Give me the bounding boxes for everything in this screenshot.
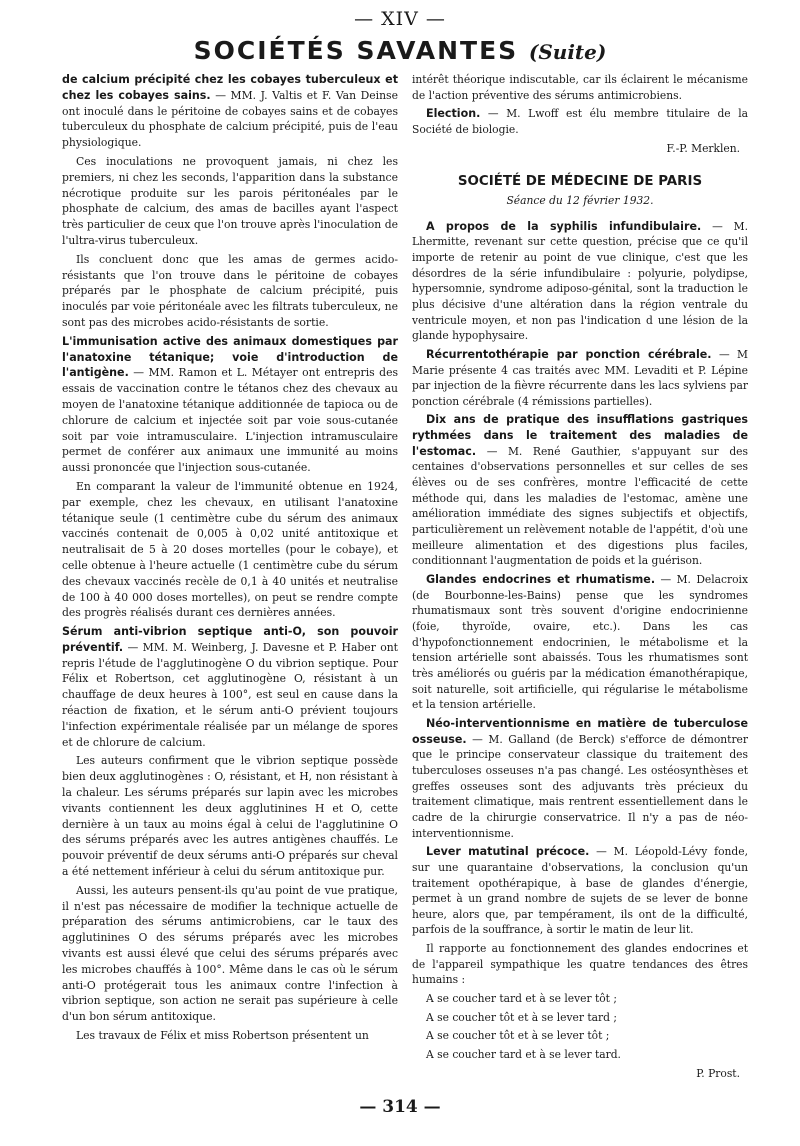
- page-title: [0, 36, 800, 65]
- paragraph-body: — M. Lhermitte, revenant sur cette question, précise que ce qu'il importe de retenir au point de vue clinique, c'est que les désordres de la série infundibulaire : polyurie, polydipse, hypersomnie, syndrome adiposo-génital, sont la traduction le plus décisive d'une altération dans la région ventrale du ventricule moyen, et non pas l'indication d une lésion de la glande hypophysaire.: [412, 219, 748, 343]
- left-column: [62, 72, 398, 1047]
- paragraph: Ces inoculations ne provoquent jamais, ni chez les premiers, ni chez les seconds, l'apparition dans la substance nécrotique produite sur les parois péritonéales par le phosphate de calcium, des amas de bacilles ayant l'aspect très particulier de ceux que l'on trouve après l'inoculation de l'ultra-virus tuberculeux.: [62, 154, 398, 247]
- paragraph: intérêt théorique indiscutable, car ils éclairent le mécanisme de l'action préventive des sérums antimicrobiens.: [412, 73, 748, 102]
- paragraph-body: — M. René Gauthier, s'appuyant sur des centaines d'observations personnelles et sur celles de ses élèves ou de ses confrères, montre l'efficacité de cette méthode qui, dans les maladies de l'estomac, amène une amélioration immédiate des signes subjectifs et objectifs, particulièrement un relèvement notable de l'appétit, d'où une meilleure alimentation et des digestions plus faciles, conditionnant l'augmentation de poids et la guérison.: [412, 444, 748, 568]
- title-suffix: (Suite): [528, 40, 607, 64]
- list-item: A se coucher tôt et à se lever tard ;: [426, 1010, 617, 1024]
- page-number: — 314 —: [359, 1097, 441, 1117]
- paragraph-body: — M Marie présente 4 cas traités avec MM. Levaditi et P. Lépine par injection de la fièvre récurrente dans les lacs sylviens par ponction cérébrale (4 rémissions partielles).: [412, 347, 748, 408]
- paragraph-body: — M. Léopold-Lévy fonde, sur une quarantaine d'observations, la conclusion qu'un traitement opothérapique, à base de glandes d'énergie, permet à un grand nombre de sujets de se lever de bonne heure, alors que, par tempérament, ils ont de la difficulté, parfois de la souffrance, à sortir le matin de leur lit.: [412, 845, 748, 937]
- signature: F.-P. Merklen.: [666, 141, 740, 155]
- paragraph-heading: A propos de la syphilis infundibulaire.: [426, 219, 702, 233]
- paragraph: [62, 334, 398, 476]
- paragraph: [62, 624, 398, 750]
- paragraph: Il rapporte au fonctionnement des glandes endocrines et de l'appareil sympathique les quatre tendances des êtres humains :: [412, 942, 748, 987]
- paragraph-heading: Lever matutinal précoce.: [426, 845, 590, 859]
- paragraph: [412, 844, 748, 938]
- paragraph-body: — MM. M. Weinberg, J. Davesne et P. Haber ont repris l'étude de l'agglutinogène O du vibrion septique. Pour Félix et Robertson, cet agglutinogène O, résistant à un chauffage de deux heures à 100°, est seul en cause dans la réaction de fixation, et le sérum anti-O prévient toujours l'infection expérimentale réalisée par un mélange de spores et de chlorure de calcium.: [62, 640, 398, 749]
- paragraph: Les travaux de Félix et miss Robertson présentent un: [76, 1029, 369, 1043]
- paragraph: [412, 347, 748, 410]
- paragraph-heading: L'immunisation active des animaux domestiques par l'anatoxine tétanique; voie d'introduction de l'antigène.: [62, 334, 398, 380]
- paragraph-heading: Récurrentothérapie par ponction cérébrale.: [426, 347, 712, 361]
- list-item: A se coucher tard et à se lever tôt ;: [426, 992, 617, 1006]
- session-date: Séance du 12 février 1932.: [506, 193, 654, 207]
- society-title: SOCIÉTÉ DE MÉDECINE DE PARIS: [457, 174, 703, 190]
- page-roman-number: — XIV —: [354, 8, 446, 30]
- right-column: [412, 72, 748, 1084]
- paragraph: Les auteurs confirment que le vibrion septique possède bien deux agglutinogènes : O, résistant, et H, non résistant à la chaleur. Les sérums préparés sur lapin avec les microbes vivants contiennent les deux agglutinines H et O, cette dernière à un taux au moins égal à celui de l'agglutinine O des sérums préparés avec les autres antigènes chauffés. Le pouvoir préventif de deux sérums anti-O préparés sur cheval a été nettement inférieur à celui du sérum antitoxique pur.: [62, 754, 398, 879]
- paragraph-body: — MM. Ramon et L. Métayer ont entrepris des essais de vaccination contre le tétanos chez des chevaux au moyen de l'anatoxine tétanique additionnée de tapioca ou de chlorure de calcium et injectée soit par voie sous-cutanée soit par voie intramusculaire. L'injection intramusculaire permet de conférer aux animaux une immunité au moins aussi prononcée que l'injection sous-cutanée.: [62, 366, 398, 475]
- paragraph-heading: de calcium précipité chez les cobayes tuberculeux et chez les cobayes sains.: [62, 73, 398, 102]
- list-item: A se coucher tôt et à se lever tôt ;: [426, 1029, 610, 1043]
- paragraph: [412, 412, 748, 569]
- paragraph: Ils concluent donc que les amas de germes acido-résistants que l'on trouve dans le péritoine de cobayes préparés par le phosphate de calcium précipité, puis inoculés par voie péritonéale avec les filtrats tuberculeux, ne sont pas des microbes acido-résistants de sortie.: [62, 252, 398, 329]
- paragraph-heading: Dix ans de pratique des insufflations gastriques rythmées dans le traitement des maladies de l'estomac.: [412, 413, 748, 458]
- paragraph: Aussi, les auteurs pensent-ils qu'au point de vue pratique, il n'est pas nécessaire de modifier la technique actuelle de préparation des sérums antimicrobiens, car le taux des agglutinines O des sérums préparés avec les microbes vivants est aussi élevé que celui des sérums préparés avec les microbes chauffés à 100°. Même dans le cas où le sérum anti-O protégerait tous les animaux contre l'infection à vibrion septique, son action ne serait pas supérieure à celle d'un bon sérum antitoxique.: [62, 883, 398, 1024]
- paragraph-heading: Sérum anti-vibrion septique anti-O, son pouvoir préventif.: [62, 625, 398, 654]
- list-item: A se coucher tard et à se lever tard.: [426, 1048, 621, 1062]
- paragraph-heading: Election.: [426, 107, 481, 121]
- paragraph: [412, 716, 748, 841]
- paragraph: [412, 106, 748, 137]
- paragraph-body: — M. Delacroix (de Bourbonne-les-Bains) pense que les syndromes rhumatismaux sont très souvent d'origine endocrinienne (foie, thyroïde, ovaire, etc.). Dans les cas d'hypofonctionnement endocrinien, le métabolisme et la tension artérielle sont abaissés. Tous les rhumatismes sont très améliorés ou guéris par la médication émanothérapique, soit naturelle, soit artificielle, qui régularise le métabolisme et la tension artérielle.: [412, 573, 748, 712]
- paragraph: En comparant la valeur de l'immunité obtenue en 1924, par exemple, chez les chevaux, en utilisant l'anatoxine tétanique seule (1 centimètre cube du sérum des animaux vaccinés contenait de 0,005 à 0,02 unité antitoxique et neutralisait de 5 à 20 doses mortelles (pour le cobaye), et celle obtenue à l'heure actuelle (1 centimètre cube du sérum des chevaux vaccinés recèle de 0,1 à 40 unités et neutralise de 100 à 40 000 doses mortelles), on peut se rendre compte des progrès réalisés durant ces dernières années.: [62, 479, 398, 620]
- paragraph: [412, 219, 748, 344]
- paragraph: [62, 72, 398, 151]
- paragraph-body: — M. Galland (de Berck) s'efforce de démontrer que le principe conservateur classique du traitement des tuberculoses osseuses n'a pas changé. Les ostéosynthèses et greffes osseuses sont des adjuvants très précieux du traitement climatique, mais rentrent essentiellement dans le cadre de la chirurgie conservatrice. Il n'y a pas de néo-interventionnisme.: [412, 732, 748, 840]
- paragraph: [412, 572, 748, 713]
- paragraph-heading: Glandes endocrines et rhumatisme.: [426, 573, 656, 587]
- paragraph-heading: Néo-interventionnisme en matière de tuberculose osseuse.: [412, 716, 748, 746]
- signature: P. Prost.: [696, 1066, 740, 1080]
- paragraph-body: — MM. J. Valtis et F. Van Deinse ont inoculé dans le péritoine de cobayes sains et de cobayes tuberculeux du phosphate de calcium précipité, puis de l'eau physiologique.: [62, 88, 398, 150]
- paragraph-body: — M. Lwoff est élu membre titulaire de la Société de biologie.: [412, 107, 748, 136]
- title-text: SOCIÉTÉS SAVANTES: [193, 36, 519, 65]
